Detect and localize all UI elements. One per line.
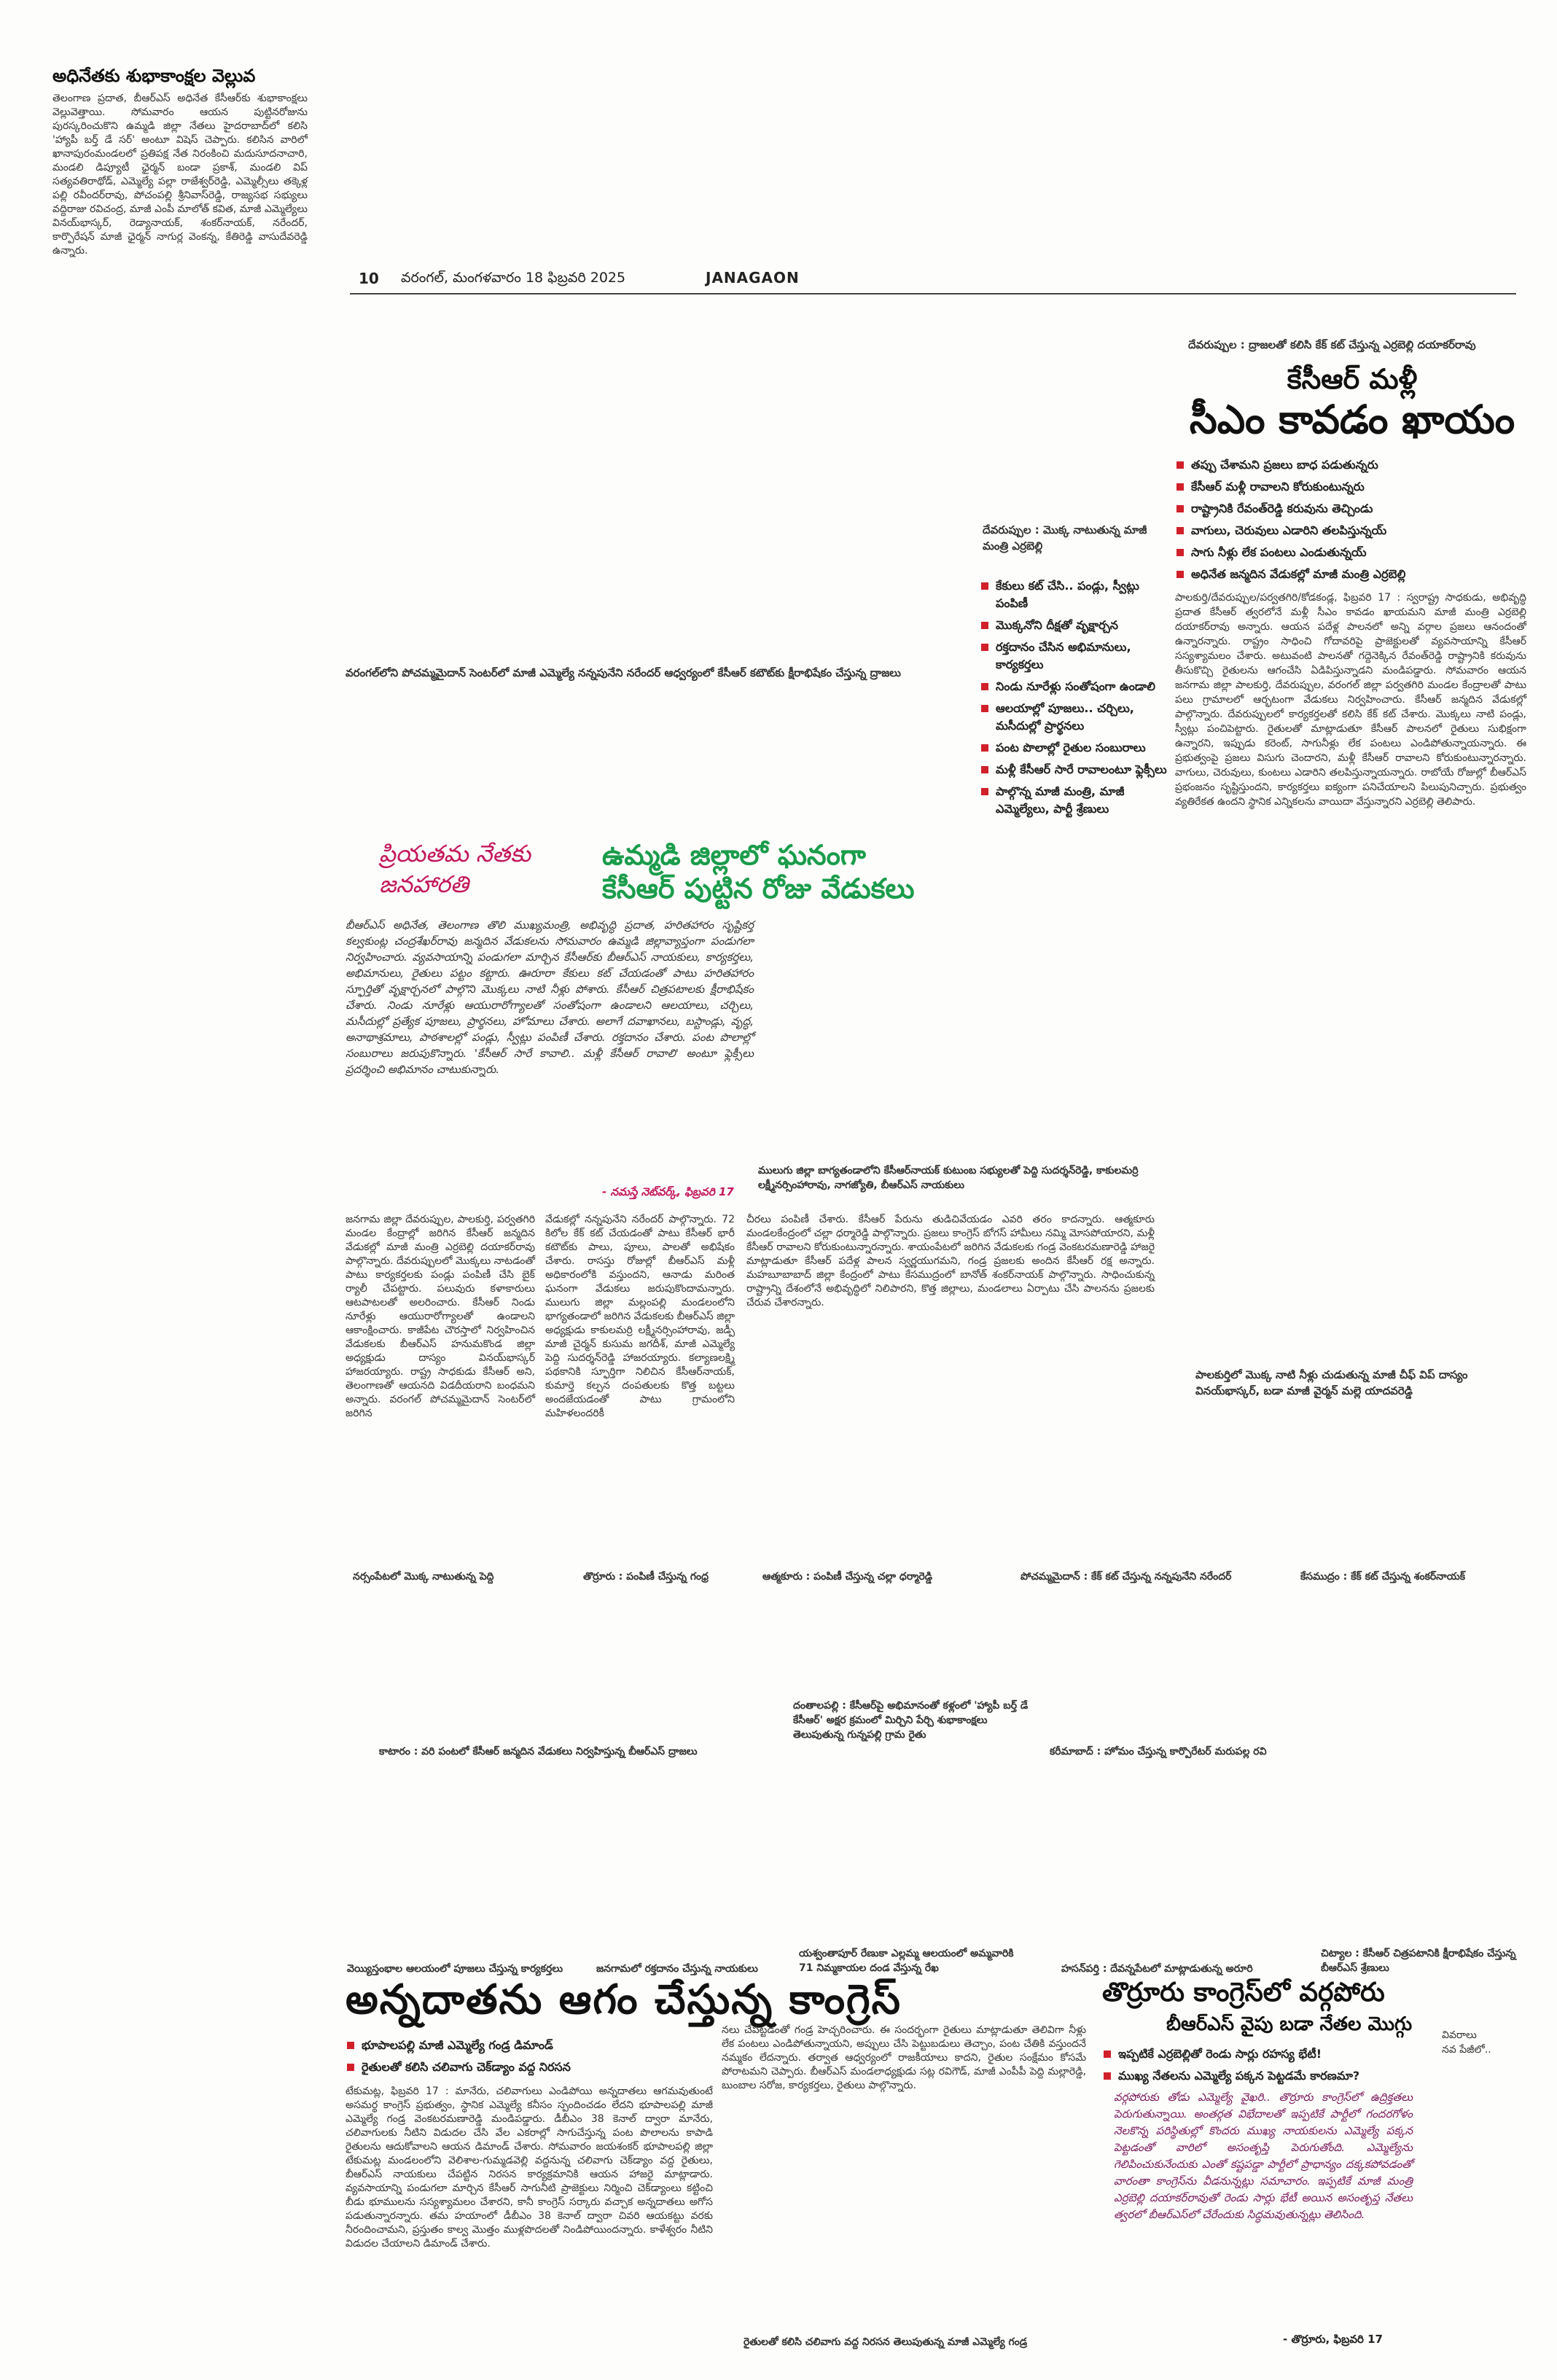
highlight-item: పంట పొలాల్లో రైతుల సంబురాలు <box>980 739 1171 757</box>
page-number: 10 <box>359 270 379 287</box>
caption-palakurthy: పాలకుర్తిలో మొక్క నాటి నీళ్లు చుడుతున్న మాజీ చీఫ్ విప్ దాస్యం వినయ్‌భాస్కర్, బడా మాజీ వైర్మన్ మల్లె యాదవరెడ్డి <box>1195 1368 1468 1397</box>
caption-kodakandla: దంతాలపల్లి : కేసీఆర్‌పై అభిమానంతో కళ్లంలో 'హ్యాపీ బర్త్ డే కేసీఆర్' అక్షర క్రమంలో మిర్చిని పేర్చి శుభాకాంక్షలు తెలుపుతున్న గున్నపల్లి గ్రామ రైతు <box>793 1700 1029 1741</box>
highlight-item: కేకులు కట్ చేసి.. పండ్లు, స్వీట్లు పంపిణీ <box>980 577 1171 612</box>
feature-byline: - నమస్తే నెట్‌వర్క్, ఫిబ్రవరి 17 <box>602 1185 734 1198</box>
caption-kesamudram: కేసముద్రం : కేక్ కట్ చేస్తున్న శంకర్‌నాయక్ <box>1300 1571 1466 1583</box>
main-story-body: పాలకుర్తి/దేవరుప్పుల/పర్వతగిరి/కోడకండ్ల, ఫిబ్రవరి 17 : స్వరాష్ట్ర సాధకుడు, అభివృద్ధి ప్రదాత కేసీఆర్ త్వరలోనే మళ్లీ సీఎం కావడం ఖాయమని మాజీ మంత్రి ఎర్రబెల్లి దయాకర్‌రావు అన్నారు. ఆయన పదేళ్ల పాలనలో అన్ని వర్గాల ప్రజలు ఆనందంతో ఉన్నారన్నారు. రాష్ట్రం సాధించి గోదావరిపై ప్రాజెక్టులతో వ్యవసాయాన్ని కేసీఆర్ సస్యశ్యామలం చేశారు. అటువంటి పాలనతో గద్దెనెక్కిన రేవంత్‌రెడ్డి రాష్ట్రానికి కరువును తీసుకొచ్చి రైతులను ఆగంచేసి ఏడిపిస్తున్నాడని మండిపడ్డారు. సోమవారం ఆయన జనగామ జిల్లా పాలకుర్తి, దేవరుప్పుల, వరంగల్ జిల్లా పర్వతగిరి మండల కేంద్రాలతో పాటు పలు గ్రామాలలో ఆర్భటంగా వేడుకలు నిర్వహించారు. కేసీఆర్ జన్మదిన వేడుకల్లో పాల్గొన్నారు. దేవరుప్పులలో కార్యకర్తలతో కలిసి కేక్ కట్ చేశారు. మొక్కలు నాటి పండ్లు, స్వీట్లు పంచిపెట్టారు. రైతులతో మాట్లాడుతూ కేసీఆర్ పాలనలో రైతులు సుభిక్షంగా ఉన్నారని, ఇప్పుడు కరెంట్, సాగునీళ్లు లేక పంటలు ఎండిపోతున్నాయన్నారు. ఈ ప్రభుత్వంపై ప్రజలు విసుగు చెందారని, మళ్లీ కేసీఆర్ రావాలని కోరుకుంటున్నారన్నారు. వాగులు, చెరువులు, కుంటలు ఎడారిని తలపిస్తున్నాయన్నారు. రాబోయే రోజుల్లో బీఆర్ఎస్ ప్రభంజనం సృష్టిస్తుందని, కార్యకర్తలు ఐక్యంగా పనిచేయాలని పిలుపునిచ్చారు. ప్రభుత్వం వ్యతిరేకత ఉందని స్థానిక ఎన్నికలను వాయిదా వేస్తున్నారని ఎర్రబెల్లి తెలిపారు. <box>1175 592 1530 808</box>
bottom-right-body: వర్గపోరుకు తోడు ఎమ్మెల్యే వైఖరి.. తొర్రూరు కాంగ్రెస్‌లో ఉద్రిక్తతలు పెరుగుతున్నాయి. అంతర్గత విభేదాలతో ఇప్పటికే పార్టీలో గందరగోళం నెలకొన్న పరిస్థితుల్లో కొందరు ముఖ్య నాయకులను ఎమ్మెల్యే పక్కన పెట్టడంతో వారిలో అసంతృప్తి పెరుగుతోంది. ఎమ్మెల్యేను గెలిపించుకునేందుకు ఎంతో కష్టపడ్డా పార్టీలో ప్రాధాన్యం దక్కకపోవడంతో వారంతా కాంగ్రెస్‌ను వీడనున్నట్లు సమాచారం. ఇప్పటికే మాజీ మంత్రి ఎర్రబెల్లి దయాకర్‌రావుతో రెండు సార్లు భేటీ అయిన అసంతృప్త నేతలు త్వరలో బీఆర్ఎస్‌లో చేరేందుకు సిద్ధమవుతున్నట్లు తెలిసింది. <box>1114 2091 1416 2221</box>
header-rule <box>350 293 1516 294</box>
top-story-body: తెలంగాణ ప్రదాత, బీఆర్ఎస్ అధినేత కేసీఆర్‌కు శుభాకాంక్షలు వెల్లువెత్తాయి. సోమవారం ఆయన పుట్టినరోజును పురస్కరించుకొని ఉమ్మడి జిల్లా నేతలు హైదరాబాద్‌లో కలిసి 'హ్యాపీ బర్త్ డే సర్' అంటూ విషెస్ చెప్పారు. కలిసిన వారిలో ఖానాపురంమండలలో ప్రతిపక్ష నేత నిరంకించి మదుసూదనాచారి, మండలి డిప్యూటీ ఛైర్మన్ బండా ప్రకాశ్, మండలి విప్ సత్యవతిరాథోడ్, ఎమ్మెల్యే పల్లా రాజేశ్వర్‌రెడ్డి, ఎమ్మెల్సీలు తక్కెళ్ల పల్లి రవీందర్‌రావు, పోచంపల్లి శ్రీనివాస్‌రెడ్డి, రాజ్యసభ సభ్యులు వద్దిరాజు రవిచంద్ర, మాజీ ఎంపీ మాలోత్ కవిత, మాజీ ఎమ్మెల్యేలు వినయ్‌భాస్కర్, రెడ్యానాయక్, శంకర్‌నాయక్, నరేందర్, కార్పొరేషన్ మాజీ ఛైర్మన్ నాగుర్ల వెంకన్న, కేతిరెడ్డి వాసుదేవరెడ్డి ఉన్నారు. <box>52 93 311 257</box>
caption-karimabad: కరీమాబాద్ : హోమం చేస్తున్న కార్పొరేటర్ మరుపల్ల రవి <box>1050 1746 1267 1757</box>
bottom-left-body-2: నలు చేపట్టడంతో గండ్ర హెచ్చరించారు. ఈ సందర్భంగా రైతులు మాట్లాడుతూ తెలివిగా నీళ్లు లేక పంటలు ఎండిపోతున్నాయని, అప్పులు చేసి పెట్టుబడులు తెచ్చాం, పంట చేతికి వస్తుందనే నమ్మకం లేదన్నారు. తర్వాత ఆధ్వర్యంలో రాజకీయాలు కాదని, రైతుల సంక్షేమం కోసమే పోరాటమని చెప్పారు. బీఆర్ఎస్ మండలాధ్యక్షుడు సట్ల రవిగౌడ్, మాజీ ఎంపీపీ పెద్ది మల్లారెడ్డి, బుంబాల సరోజ, కార్యకర్తలు, రైతులు పాల్గొన్నారు. <box>722 2024 1090 2091</box>
top-story <box>52 64 311 258</box>
highlight-item: మొక్కనోని దీక్షతో వృక్షార్చన <box>980 617 1171 634</box>
highlight-item: నిండు నూరేళ్లు సంతోషంగా ఉండాలి <box>980 678 1171 695</box>
caption-atmakur: ఆత్మకూరు : పంపిణీ చేస్తున్న చల్లా ధర్మారెడ్డి <box>762 1571 933 1583</box>
caption-temple: వెయ్యిస్తంభాల ఆలయంలో పూజలు చేస్తున్న కార్యకర్తలు <box>347 1963 563 1975</box>
feature-column-2: వేడుకల్లో నన్నపునేని నరేందర్ పాల్గొన్నారు. 72 కిలోల కేక్ కట్ చేయడంతో పాటు కేసీఆర్ భారీ కటౌట్‌కు పాలు, పూలు, పాలతో అభిషేకం చేశారు. రాసస్తు రోజుల్లో బీఆర్ఎస్ మళ్లీ అధికారంలోకి వస్తుందని, ఆనాడు మరింత ఘనంగా వేడుకలు జరుపుకొందామన్నారు. ములుగు జిల్లా మల్లంపల్లి మండలంలోని భాగ్యతండాలో జరిగిన వేడుకలకు బీఆర్ఎస్ జిల్లా అధ్యక్షుడు కాకులమర్రి లక్ష్మీనర్సింహారావు, జడ్పీ మాజీ చైర్మన్ కుసుమ జగదీశ్, మాజీ ఎమ్మెల్యే పెద్ది సుదర్శన్‌రెడ్డి హాజరయ్యారు. కల్యాణలక్ష్మి పథకానికి స్ఫూర్తిగా నిలిచిన కేసీఆర్‌నాయక్, కుమార్తె కల్పన దంపతులకు కొత్త బట్టలు అందజేయడంతో పాటు గ్రామంలోని మహిళలందరికీ <box>545 1214 738 1419</box>
page-header <box>350 267 802 289</box>
highlight-item: మళ్లీ కేసీఆర్ సారే రావాలంటూ ఫ్లెక్సీలు <box>980 761 1171 779</box>
feature-headline <box>602 838 981 905</box>
feature-headline-1: ఉమ్మడి జిల్లాలో ఘనంగా <box>602 839 866 871</box>
section-name: JANAGAON <box>706 269 800 286</box>
headline-line-2: సీఎం కావడం ఖాయం <box>1189 397 1515 442</box>
feature-column-3: చీరలు పంపిణీ చేశారు. కేసీఆర్ పేరును తుడిచివేయడం ఎవరి తరం కాదన్నారు. ఆత్మకూరు మండలకేంద్రంలో చల్లా ధర్మారెడ్డి పాల్గొన్నారు. ప్రజలు కాంగ్రెస్ బోగస్ హామీలు నమ్మి మోసపోయారని, మళ్లీ కేసీఆర్ రావాలని కోరుకుంటున్నారన్నారు. శాయంపేటలో జరిగిన వేడుకలకు గండ్ర వెంకటరమణారెడ్డి హాజరై మాట్లాడుతూ కేసీఆర్ పదేళ్ల పాలన స్వర్ణయుగమని, గండ్ర ప్రజలకు అందిన కేసీఆర్ రక్ష అన్నారు. మహబూబాబాద్ జిల్లా కేంద్రంలో పాటు కేసముద్రంలో బానోత్ శంకర్‌నాయక్ పాల్గొన్నారు. సాధించుకున్న రాష్ట్రాన్ని దేశంలోనే అభివృద్ధిలో నిలిపారని, కొత్త జిల్లాలు, మండలాలు ఏర్పాటు చేసి పాలనను ప్రజలకు చేరువ చేశారన్నారు. <box>746 1214 1158 1308</box>
feature-kicker <box>379 838 598 900</box>
highlight-item: ఆలయాల్లో పూజలు.. చర్చిలు, మసీదుల్లో ప్రార్థనలు <box>980 700 1171 735</box>
main-bullet: అధినేత జన్మదిన వేడుకల్లో మాజీ మంత్రి ఎర్రబెల్లి <box>1175 566 1525 583</box>
main-bullet: కేసీఆర్ మళ్లీ రావాలని కోరుకుంటున్నరు <box>1175 478 1525 496</box>
main-story-headline <box>1181 362 1523 443</box>
bottom-left-body-1: టేకుమట్ల, ఫిబ్రవరి 17 : మానేరు, చలివాగులు ఎండిపోయి అన్నదాతలు ఆగమవుతుంటే అసమర్థ కాంగ్రెస్ ప్రభుత్వం, స్థానిక ఎమ్మెల్యే కనీసం స్పందించడం లేదని భూపాలపల్లి మాజీ ఎమ్మెల్యే గండ్ర వెంకటరమణారెడ్డి మండిపడ్డారు. డీబీఎం 38 కెనాల్ ద్వారా మానేరు, చలివాగులకు నీటిని విడుదల చేసి వేల ఎకరాల్లో సాగుచేస్తున్న పంట పొలాలను కాపాడి రైతులను ఆదుకోవాలని ఆయన డిమాండ్ చేశారు. సోమవారం జయశంకర్ భూపాలపల్లి జిల్లా టేకుమట్ల మండలంలోని వెలిశాల-గుమ్మడవెల్లి వద్దనున్న చలివాగు చెక్‌డ్యాం వద్ద రైతులు, బీఆర్ఎస్ నాయకులు చేపట్టిన నిరసన కార్యక్రమానికి ఆయన హాజరై మాట్లాడారు. వ్యవసాయాన్ని పండుగలా మార్చిన కేసీఆర్ సాగునీటి ప్రాజెక్టులు నిర్మించి చెక్‌డ్యాంలు కట్టించి బీడు భూములను సస్యశ్యామలం చేశారని, కానీ కాంగ్రెస్ సర్కారు వచ్చాక అన్నదాతలు అగోస పడుతున్నారన్నారు. తమ హయాంలో డీబీఎం 38 కెనాల్ ద్వారా చివరి ఆయకట్టు వరకు నీరందించామని, ప్రస్తుతం కాల్వ మొత్తం ముళ్లపొదలతో నిండిపోయిందన్నారు. కాళేశ్వరం నీటిని విడుదల చేయాలని డిమాండ్ చేశారు. <box>346 2086 717 2250</box>
highlight-item: రక్తదానం చేసిన అభిమానులు, కార్యకర్తలు <box>980 639 1171 674</box>
bottom-left-bullet: రైతులతో కలిసి చలివాగు చెక్‌డ్యాం వద్ద నిరసన <box>346 2059 695 2076</box>
main-story-bullets <box>1175 456 1525 588</box>
caption-blood-donation: జనగామలో రక్తదానం చేస్తున్న నాయకులు <box>596 1963 758 1975</box>
dateline: వరంగల్, మంగళవారం 18 ఫిబ్రవరి 2025 <box>401 270 626 286</box>
bottom-right-headline: తొర్రూరు కాంగ్రెస్‌లో వర్గపోరు <box>1102 1978 1385 2008</box>
kicker-line-1: ప్రియతమ నేతకు <box>379 840 531 867</box>
bottom-left-bullets <box>346 2037 695 2080</box>
main-bullet: తప్పు చేశామని ప్రజలు బాధ పడుతున్నరు <box>1175 456 1525 474</box>
main-bullet: వాగులు, చెరువులు ఎడారిని తలపిస్తున్నయ్ <box>1175 522 1525 539</box>
highlight-item: పాల్గొన్న మాజీ మంత్రి, మాజీ ఎమ్మెల్యేలు, పార్టీ శ్రేణులు <box>980 783 1171 818</box>
main-bullet: సాగు నీళ్లు లేక పంటలు ఎండుతున్నయ్ <box>1175 544 1525 561</box>
bottom-left-bullet: భూపాలపల్లి మాజీ ఎమ్మెల్యే గండ్ర డిమాండ్ <box>346 2037 695 2054</box>
feature-column-1: జనగామ జిల్లా దేవరుప్పుల, పాలకుర్తి, పర్వతగిరి మండల కేంద్రాల్లో జరిగిన కేసీఆర్ జన్మదిన వేడుకల్లో మాజీ మంత్రి ఎర్రబెల్లి దయాకర్‌రావు పాల్గొన్నారు. దేవరుప్పులలో మొక్కలు నాటడంతో పాటు కార్యకర్తలకు పండ్లు పంపిణీ చేసి బైక్ ర్యాలీ చేపట్టారు. పలువురు కళాకారులు ఆటపాటలతో అలరించారు. కేసీఆర్ నిండు నూరేళ్లు ఆయురారోగ్యాలతో ఉండాలని ఆకాంక్షించారు. కాజీపేట చౌరస్తాలో నిర్వహించిన వేడుకలకు బీఆర్ఎస్ హనుమకొండ జిల్లా అధ్యక్షుడు దాస్యం వినయ్‌భాస్కర్ హాజరయ్యారు. రాష్ట్ర సాధకుడు కేసీఆర్ అని, తెలంగాణతో ఆయనది విడదీయరాని బంధమని అన్నారు. వరంగల్ పోచమ్మమైదాన్ సెంటర్‌లో జరిగిన <box>346 1214 539 1419</box>
caption-devaruppula-mid: దేవరుప్పుల : మొక్క నాటుతున్న మాజీ మంత్రి ఎర్రబెల్లి <box>983 523 1147 553</box>
caption-narsampet: నర్సంపేటలో మొక్క నాటుతున్న పెద్ది <box>353 1571 494 1583</box>
caption-warangal-main: వరంగల్‌లోని పోచమ్మమైదాన్ సెంటర్‌లో మాజీ ఎమ్మెల్యే నన్నపునేని నరేందర్ ఆధ్వర్యంలో కేసీఆర్ కటౌట్‌కు క్షీరాభిషేకం చేస్తున్న ద్రాజలు <box>346 666 901 679</box>
bottom-right-subhead: బీఆర్ఎస్ వైపు బడా నేతల మొగ్గు <box>1166 2013 1413 2035</box>
kicker-line-2: జనహారతి <box>379 870 469 898</box>
caption-pochamma: పోచమ్మమైదాన్ : కేక్ కట్ చేస్తున్న నన్నపునేని నరేందర్ <box>1021 1571 1232 1583</box>
caption-thorrur: తొర్రూరు : పంపిణీ చేస్తున్న గంధ్ర <box>583 1571 709 1583</box>
caption-mulugu: ములుగు జిల్లా బాగ్యతండాలోని కేసీఆర్‌నాయక్ కుటుంబ సభ్యులతో పెద్ది సుదర్శన్‌రెడ్డి, కాకులమర్రి లక్ష్మీనర్సింహారావు, నాగజ్యోతి, బీఆర్ఎస్ నాయకులు <box>758 1165 1139 1191</box>
caption-chalivagu: రైతులతో కలిసి చలివాగు వద్ద నిరసన తెలుపుతున్న మాజీ ఎమ్మెల్యే గండ్ర <box>744 2336 1028 2348</box>
bottom-right-bullet: ముఖ్య నేతలను ఎమ్మెల్యే పక్కన పెట్టడమే కారణమా? <box>1102 2067 1437 2085</box>
headline-line-1: కేసీఆర్ మళ్లీ <box>1287 363 1418 395</box>
caption-chityala: చిట్యాల : కేసీఆర్ చిత్రపటానికి క్షీరాభిషేకం చేస్తున్న బీఆర్ఎస్ శ్రేణులు <box>1321 1948 1516 1974</box>
caption-yellamma: యశ్వంతాపూర్ రేణుకా ఎల్లమ్మ ఆలయంలో అమ్మవారికి 71 నిమ్మకాయల దండ వేస్తున్న రేఖ <box>799 1948 1014 1974</box>
caption-devaruppula-top: దేవరుప్పుల : ద్రాజలతో కలిసి కేక్ కట్ చేస్తున్న ఎర్రబెల్లి దయాకర్‌రావు <box>1188 338 1476 351</box>
bottom-right-side-note: వివరాలు నవ పేజీలో.. <box>1442 2029 1491 2056</box>
caption-kaleshwaram: కాటారం : వరి పంటలో కేసీఆర్ జన్మదిన వేడుకలు నిర్వహిస్తున్న బీఆర్ఎస్ ద్రాజలు <box>379 1746 698 1757</box>
feature-intro: బీఆర్ఎస్ అధినేత, తెలంగాణ తొలి ముఖ్యమంత్రి, అభివృద్ధి ప్రదాత, హరితహారం సృష్టికర్త కల్వకుంట్ల చంద్రశేఖర్‌రావు జన్మదిన వేడుకలను సోమవారం ఉమ్మడి జిల్లావ్యాప్తంగా పండుగలా నిర్వహించారు. వ్యవసాయాన్ని పండుగలా మార్చిన కేసీఆర్‌కు బీఆర్ఎస్ నాయకులు, కార్యకర్తలు, అభిమానులు, రైతులు పట్టం కట్టారు. ఊరూరా కేకులు కట్ చేయడంతో పాటు హరితహారం స్ఫూర్తితో వృక్షార్చనలో పాల్గొని మొక్కలు నాటి నీళ్లు పోశారు. కేసీఆర్ చిత్రపటాలకు క్షీరాభిషేకం చేశారు. నిండు నూరేళ్లు ఆయురారోగ్యాలతో సంతోషంగా ఉండాలని ఆలయాలు, చర్చిలు, మసీదుల్లో ప్రత్యేక పూజలు, ప్రార్థనలు, హోమాలు చేశారు. అలాగే దవాఖానలు, బస్టాండ్లు, వృద్ధ, అనాథాశ్రమాలు, పాఠశాలల్లో పండ్లు, స్వీట్లు పంపిణీ చేశారు. రక్తదానం చేశారు. పంట పొలాల్లో సంబురాలు జరుపుకొన్నారు. 'కేసీఆర్ సారే కావాలి.. మళ్లీ కేసీఆర్ రావాలి' అంటూ ఫ్లెక్సీలు ప్రదర్శించి అభిమానం చాటుకున్నారు. <box>346 918 757 1076</box>
highlights-list <box>980 577 1171 822</box>
bottom-left-headline: అన్నదాతను ఆగం చేస్తున్న కాంగ్రెస్ <box>346 1976 902 2024</box>
feature-headline-2: కేసీఆర్ పుట్టిన రోజు వేడుకలు <box>602 873 915 905</box>
bottom-right-bullet: ఇప్పటికే ఎర్రబెల్లితో రెండు సార్లు రహస్య భేటీ! <box>1102 2045 1437 2063</box>
caption-hasanparthy: హసన్‌పర్తి : దేవన్నపేటలో మాట్లాడుతున్న అరూరి <box>1061 1963 1253 1975</box>
main-bullet: రాష్ట్రానికి రేవంత్‌రెడ్డి కరువును తెచ్చిండు <box>1175 500 1525 518</box>
bottom-right-byline: - తొర్రూరు, ఫిబ్రవరి 17 <box>1283 2333 1383 2346</box>
top-story-title: అధినేతకు శుభాకాంక్షల వెల్లువ <box>52 66 256 86</box>
bottom-right-bullets <box>1102 2045 1437 2089</box>
